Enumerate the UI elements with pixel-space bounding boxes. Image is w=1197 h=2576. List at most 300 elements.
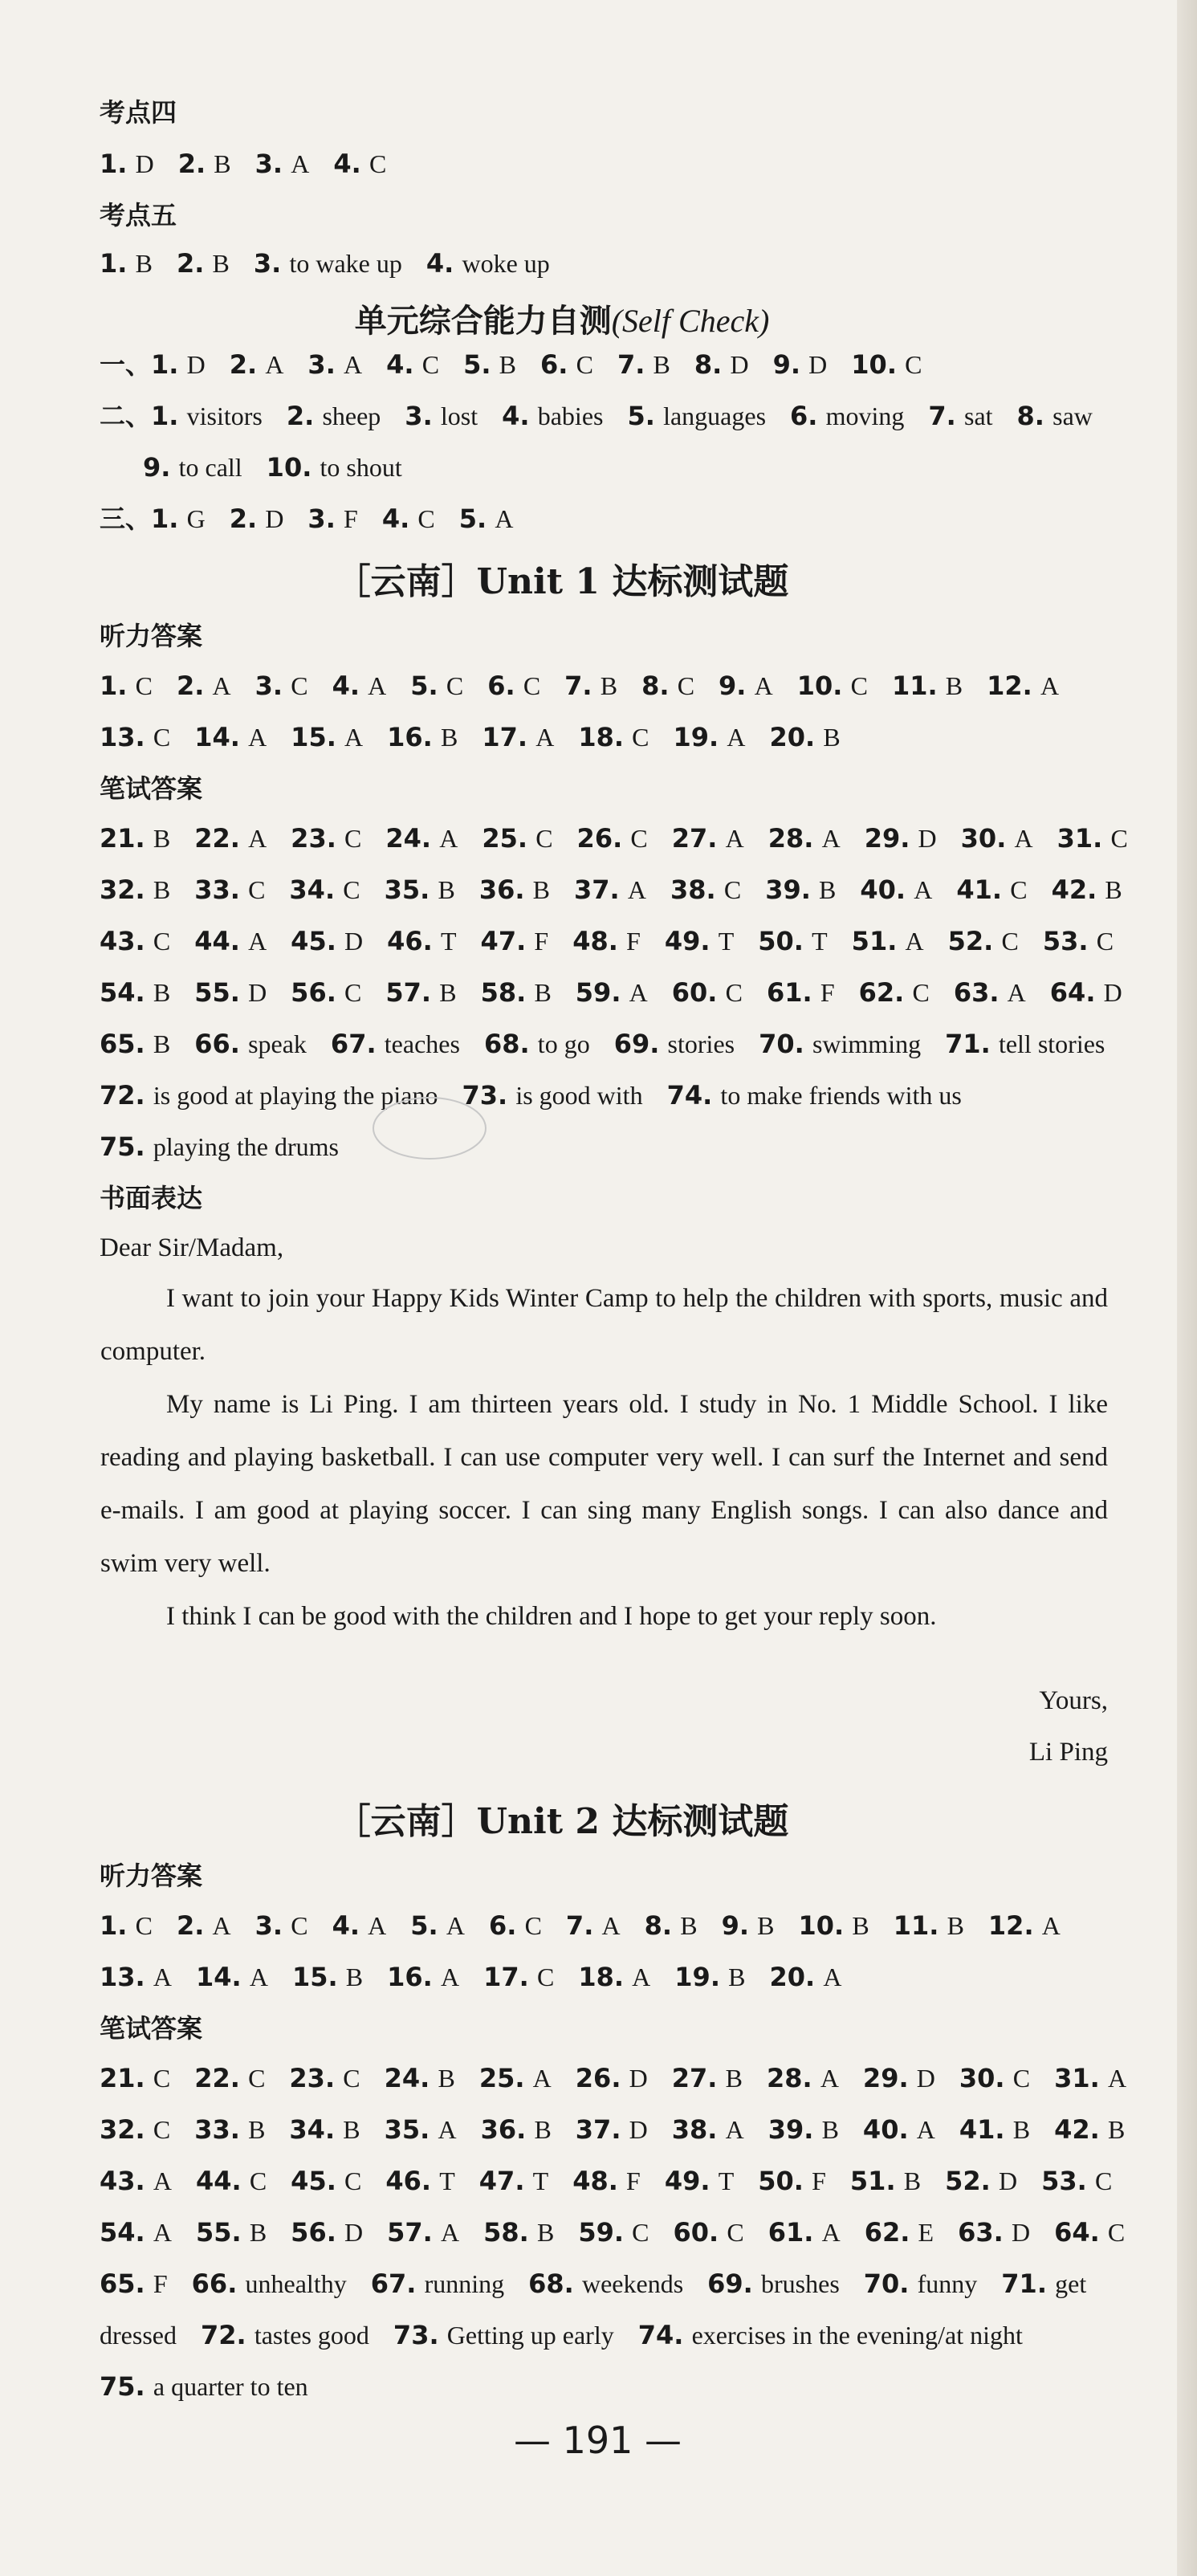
answer-item	[672, 2063, 743, 2093]
answer-item	[851, 349, 922, 380]
answer-item	[387, 1962, 459, 1992]
question-number: 5.	[463, 349, 491, 380]
answer-item	[100, 2063, 170, 2093]
answer-value: E	[918, 2218, 934, 2247]
answer-item	[1043, 926, 1114, 956]
answer-item	[1054, 2063, 1126, 2093]
answer-value: B	[212, 249, 230, 278]
question-number: 6.	[488, 1910, 517, 1941]
question-number: 55.	[195, 2217, 242, 2248]
question-number: 3.	[307, 349, 336, 380]
answer-value: B	[947, 1911, 964, 1940]
answer-value: D	[265, 504, 284, 533]
question-number: 62.	[864, 2217, 910, 2248]
answer-item	[393, 2320, 614, 2350]
answer-value: A	[446, 1911, 465, 1940]
answer-item	[572, 2166, 641, 2196]
question-number: 68.	[528, 2268, 574, 2299]
answer-item	[289, 874, 360, 905]
answer-item	[578, 722, 649, 752]
question-number: 6.	[487, 670, 515, 701]
answer-value: a quarter to ten	[153, 2372, 308, 2401]
question-number: 16.	[387, 722, 433, 752]
question-number: 47.	[478, 2166, 525, 2196]
self-check-row-2-cont	[143, 450, 402, 485]
question-number: 10.	[851, 349, 897, 380]
answer-value: C	[1107, 2218, 1126, 2247]
question-number: 44.	[194, 926, 240, 956]
question-number: 3.	[307, 503, 336, 534]
answer-item	[768, 823, 841, 854]
answer-value: A	[601, 1911, 621, 1940]
answer-value: A	[1014, 824, 1033, 853]
answer-value: A	[914, 875, 933, 904]
answer-item	[289, 2114, 360, 2145]
question-number: 2.	[177, 149, 206, 179]
question-number: 13.	[100, 1962, 145, 1992]
question-number: 26.	[575, 2063, 621, 2093]
answer-value: B	[135, 249, 153, 278]
answer-value: saw	[1052, 401, 1093, 430]
answer-item	[230, 503, 284, 534]
question-number: 24.	[385, 823, 432, 854]
answer-item	[194, 926, 267, 956]
answer-value: A	[727, 723, 746, 752]
answer-value: B	[153, 824, 171, 853]
question-number: 64.	[1049, 977, 1096, 1008]
answer-value: B	[534, 978, 552, 1007]
question-number: 41.	[956, 874, 1003, 905]
answer-value: C	[153, 927, 171, 956]
unit1-written-label: 笔试答案	[100, 773, 203, 804]
watermark-shape	[365, 1092, 494, 1164]
answer-value: F	[344, 504, 358, 533]
answer-item	[151, 503, 206, 534]
answer-value: C	[524, 1911, 542, 1940]
answer-item	[865, 823, 937, 854]
answer-value: B	[345, 1963, 364, 1991]
answer-line	[100, 821, 1128, 856]
answer-value: to wake up	[289, 249, 402, 278]
answer-value: A	[821, 824, 841, 853]
answer-item	[100, 722, 170, 752]
answer-value: B	[343, 2115, 360, 2144]
answer-value: languages	[663, 401, 767, 430]
question-number: 21.	[100, 2063, 145, 2093]
question-number: 8.	[1016, 401, 1044, 431]
answer-item	[194, 2114, 265, 2145]
answer-item	[489, 1910, 542, 1941]
answer-item	[574, 874, 646, 905]
question-number: 3.	[254, 149, 283, 179]
answer-item	[386, 349, 439, 380]
question-number: 26.	[576, 823, 623, 854]
answer-value: C	[725, 978, 743, 1007]
answer-item	[928, 401, 992, 431]
answer-value: B	[1012, 2115, 1031, 2144]
answer-line	[100, 2215, 1125, 2250]
answer-item	[196, 2166, 267, 2196]
adjacent-page-edge	[1177, 0, 1197, 2576]
answer-item	[614, 1029, 735, 1059]
answer-item	[892, 670, 963, 701]
question-number: 59.	[575, 977, 621, 1008]
answer-value: A	[291, 149, 310, 178]
answer-value: C	[1094, 2166, 1113, 2195]
answer-value: get	[1055, 2269, 1087, 2298]
answer-value: B	[438, 875, 455, 904]
answer-value: C	[248, 875, 266, 904]
question-number: 22.	[194, 2063, 240, 2093]
question-number: 2.	[176, 670, 205, 701]
answer-item	[674, 1962, 745, 1992]
question-number: 9.	[772, 349, 800, 380]
answer-value: C	[135, 1911, 153, 1940]
question-number: 34.	[289, 874, 336, 905]
answer-value: A	[535, 723, 555, 752]
answer-item	[707, 2268, 840, 2299]
answer-value: A	[821, 2218, 841, 2247]
answer-line	[100, 1078, 962, 1113]
question-number: 74.	[637, 2320, 684, 2350]
answer-item	[291, 2217, 363, 2248]
answer-value: A	[916, 2115, 935, 2144]
answer-value: B	[214, 149, 231, 178]
question-number: 49.	[664, 926, 710, 956]
answer-value: C	[153, 2115, 171, 2144]
answer-item	[482, 823, 552, 854]
self-check-subtitle: (Self Check)	[611, 303, 770, 339]
answer-item	[177, 670, 231, 701]
question-number: 37.	[575, 2114, 621, 2145]
answer-value: dressed	[100, 2321, 177, 2350]
answer-item	[863, 2114, 935, 2145]
answer-item	[196, 1962, 268, 1992]
question-number: 2.	[286, 401, 315, 431]
question-number: 35.	[384, 2114, 430, 2145]
question-number: 7.	[565, 1910, 594, 1941]
section-prefix: 二、	[100, 401, 152, 431]
answer-value: to make friends with us	[720, 1081, 962, 1110]
answer-item	[292, 1962, 363, 1992]
answer-item	[479, 2166, 548, 2196]
answer-value: exercises in the evening/at night	[691, 2321, 1023, 2350]
answer-item	[331, 1029, 460, 1059]
answer-value: speak	[248, 1029, 307, 1058]
answer-item	[672, 977, 743, 1008]
answer-value: C	[723, 875, 742, 904]
question-number: 69.	[613, 1029, 660, 1059]
answer-value: sheep	[322, 401, 381, 430]
unit1-writing-label: 书面表达	[100, 1183, 203, 1213]
answer-item	[151, 401, 263, 431]
question-number: 5.	[627, 401, 655, 431]
answer-line	[100, 1026, 1105, 1062]
answer-line	[100, 923, 1114, 959]
answer-value: D	[808, 350, 828, 379]
question-number: 15.	[291, 722, 336, 752]
question-number: 66.	[191, 2268, 238, 2299]
question-number: 3.	[254, 1910, 283, 1941]
question-number: 47.	[480, 926, 527, 956]
answer-line	[100, 1129, 339, 1164]
section-prefix: 三、	[100, 503, 152, 534]
answer-item	[100, 874, 170, 905]
answer-value: A	[153, 1963, 172, 1991]
answer-value: F	[153, 2269, 168, 2298]
answer-value: B	[728, 1963, 746, 1991]
answer-line	[100, 1908, 1061, 1943]
question-number: 48.	[572, 926, 618, 956]
answer-value: D	[730, 350, 749, 379]
answer-item	[483, 2217, 554, 2248]
answer-line	[100, 872, 1122, 907]
section-prefix: 一、	[100, 349, 152, 380]
answer-item	[194, 2063, 265, 2093]
question-number: 62.	[858, 977, 905, 1008]
answer-item	[230, 349, 284, 380]
answer-item	[255, 670, 308, 701]
question-number: 35.	[384, 874, 430, 905]
answer-value: A	[265, 350, 284, 379]
question-number: 11.	[891, 670, 938, 701]
answer-value: A	[1007, 978, 1026, 1007]
answer-item	[765, 874, 836, 905]
question-number: 75.	[100, 1131, 145, 1162]
answer-line	[100, 668, 1059, 703]
answer-value: A	[368, 671, 387, 700]
watermark-stamp	[365, 1092, 494, 1164]
answer-item	[178, 149, 231, 179]
question-number: 4.	[333, 149, 361, 179]
question-number: 13.	[100, 722, 145, 752]
answer-value: A	[368, 1911, 387, 1940]
answer-item	[307, 503, 357, 534]
answer-item	[617, 349, 670, 380]
answer-value: A	[344, 723, 364, 752]
answer-value: B	[532, 875, 551, 904]
answer-item	[255, 1910, 308, 1941]
answer-value: B	[852, 1911, 869, 1940]
answer-item	[540, 349, 593, 380]
question-number: 12.	[987, 670, 1032, 701]
question-number: 31.	[1057, 823, 1103, 854]
question-number: 72.	[200, 2320, 246, 2350]
answer-item	[481, 977, 552, 1008]
answer-item	[254, 248, 402, 279]
answer-item	[289, 2063, 360, 2093]
answer-item	[194, 823, 267, 854]
question-number: 25.	[482, 823, 528, 854]
answer-value: T	[439, 2166, 455, 2195]
answer-item	[578, 2217, 649, 2248]
answer-value: weekends	[581, 2269, 684, 2298]
answer-value: B	[249, 2218, 267, 2247]
answer-item	[852, 926, 924, 956]
answer-item	[385, 874, 455, 905]
answer-item	[459, 503, 514, 534]
answer-value: C	[368, 149, 387, 178]
question-number: 42.	[1054, 2114, 1100, 2145]
answer-item	[959, 2063, 1030, 2093]
question-number: 18.	[578, 1962, 624, 1992]
answer-value: A	[153, 2218, 172, 2247]
answer-value: C	[535, 824, 553, 853]
answer-value: brushes	[761, 2269, 840, 2298]
answer-item	[773, 349, 828, 380]
answer-item	[192, 2268, 347, 2299]
question-number: 14.	[194, 722, 240, 752]
answer-item	[196, 2217, 267, 2248]
answer-value: D	[248, 978, 267, 1007]
answer-value: D	[1103, 978, 1122, 1007]
answer-value: funny	[917, 2269, 978, 2298]
answer-value: C	[446, 671, 464, 700]
question-number: 22.	[194, 823, 240, 854]
question-number: 58.	[480, 977, 527, 1008]
answer-value: D	[916, 2064, 935, 2093]
question-number: 2.	[176, 248, 205, 279]
answer-value: C	[291, 671, 308, 700]
question-number: 59.	[578, 2217, 624, 2248]
question-number: 70.	[759, 1029, 804, 1059]
answer-item	[100, 1910, 153, 1941]
answer-value: A	[725, 824, 744, 853]
answer-item	[479, 874, 550, 905]
answer-value: teaches	[384, 1029, 460, 1058]
question-number: 43.	[100, 926, 145, 956]
question-number: 9.	[719, 670, 747, 701]
answer-item	[667, 1080, 962, 1111]
answer-value: A	[248, 824, 267, 853]
self-check-row-3	[100, 501, 513, 536]
question-number: 30.	[959, 2063, 1005, 2093]
answer-value: A	[754, 671, 773, 700]
question-number: 67.	[330, 1029, 377, 1059]
question-number: 1.	[100, 1910, 128, 1941]
answer-item	[1054, 2217, 1125, 2248]
answer-item	[954, 977, 1026, 1008]
answer-item	[945, 2166, 1017, 2196]
answer-value: unhealthy	[245, 2269, 347, 2298]
self-check-title	[0, 296, 1124, 341]
answer-item	[177, 1910, 231, 1941]
answer-value: A	[1107, 2064, 1127, 2093]
question-number: 23.	[289, 2063, 336, 2093]
answer-item	[483, 1962, 554, 1992]
answer-item	[894, 1910, 964, 1941]
question-number: 29.	[862, 2063, 909, 2093]
answer-item	[177, 248, 230, 279]
question-number: 9.	[143, 452, 171, 483]
answer-item	[638, 2320, 1023, 2350]
answer-value: C	[630, 824, 648, 853]
answer-item	[564, 670, 617, 701]
unit1-listening-label: 听力答案	[100, 621, 203, 651]
answer-line	[100, 975, 1122, 1010]
answer-value: A	[344, 350, 363, 379]
answer-value: to shout	[320, 453, 402, 482]
answer-value: D	[135, 149, 154, 178]
answer-item	[958, 2217, 1030, 2248]
answer-item	[291, 926, 363, 956]
answer-value: swimming	[812, 1029, 922, 1058]
answer-value: tell stories	[998, 1029, 1105, 1058]
answer-item	[674, 2217, 744, 2248]
question-number: 31.	[1054, 2063, 1100, 2093]
answer-item	[528, 2268, 683, 2299]
answer-item	[100, 2166, 172, 2196]
answer-item	[100, 2371, 308, 2402]
answer-item	[410, 670, 463, 701]
question-number: 73.	[462, 1080, 508, 1111]
question-number: 64.	[1054, 2217, 1100, 2248]
question-number: 12.	[987, 1910, 1034, 1941]
answer-item	[860, 874, 932, 905]
question-number: 55.	[194, 977, 240, 1008]
self-check-title-text: 单元综合能力自测	[354, 302, 612, 340]
answer-item	[385, 2114, 457, 2145]
answer-item	[100, 149, 154, 179]
question-number: 27.	[671, 823, 718, 854]
answer-item	[100, 1131, 339, 1162]
answer-item	[100, 823, 170, 854]
answer-value: C	[153, 2064, 171, 2093]
answer-item	[479, 2063, 552, 2093]
answer-value: G	[186, 504, 206, 533]
answer-value: B	[536, 2218, 555, 2247]
answer-value: stories	[667, 1029, 735, 1058]
answer-item	[194, 874, 265, 905]
answer-item	[797, 670, 868, 701]
answer-value: to go	[537, 1029, 590, 1058]
answer-value: C	[523, 671, 541, 700]
answer-value: is good with	[515, 1081, 643, 1110]
answer-line	[100, 2163, 1112, 2199]
question-number: 2.	[229, 503, 258, 534]
question-number: 63.	[953, 977, 1000, 1008]
answer-value: C	[135, 671, 153, 700]
answer-line	[100, 1959, 841, 1995]
question-number: 51.	[851, 926, 898, 956]
answer-value: B	[680, 1911, 698, 1940]
answer-value: B	[153, 978, 171, 1007]
answer-value: B	[653, 350, 670, 379]
question-number: 65.	[100, 1029, 145, 1059]
answer-item	[385, 823, 458, 854]
answer-value: C	[727, 2218, 744, 2247]
answer-value: C	[343, 875, 360, 904]
answer-value: C	[421, 350, 440, 379]
question-number: 6.	[540, 349, 568, 380]
question-number: 48.	[572, 2166, 618, 2196]
answer-item	[100, 926, 170, 956]
answer-value: C	[1110, 824, 1128, 853]
question-number: 15.	[291, 1962, 338, 1992]
question-number: 40.	[860, 874, 906, 905]
answer-value: C	[1096, 927, 1114, 956]
question-number: 57.	[387, 2217, 433, 2248]
answer-value: A	[439, 824, 458, 853]
question-number: 52.	[945, 2166, 991, 2196]
question-number: 11.	[893, 1910, 939, 1941]
answer-value: A	[212, 671, 231, 700]
question-number: 7.	[564, 670, 592, 701]
answer-item	[665, 2166, 734, 2196]
answer-value: T	[532, 2166, 549, 2195]
answer-value: A	[441, 1963, 460, 1991]
question-number: 74.	[666, 1080, 713, 1111]
